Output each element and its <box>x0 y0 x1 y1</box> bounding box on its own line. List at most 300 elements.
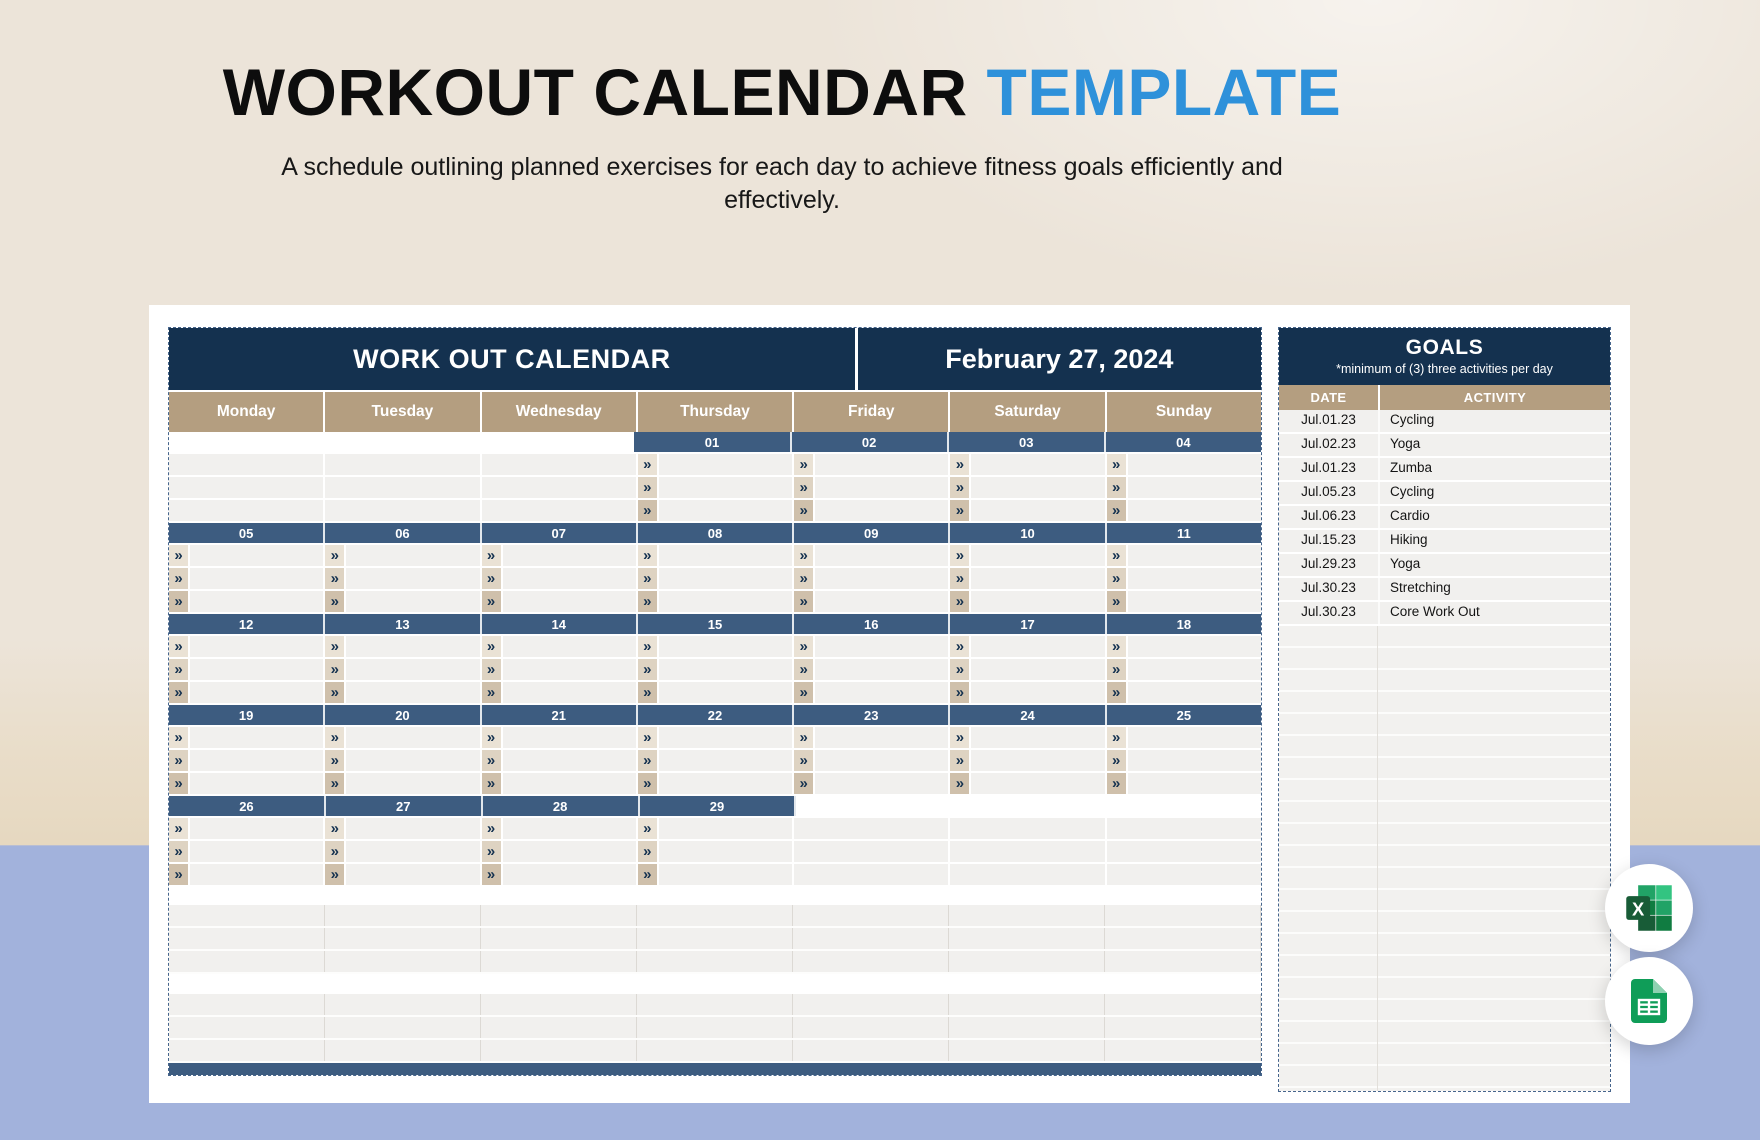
double-arrow-icon: » <box>482 750 503 771</box>
calendar-footer-bar <box>169 1063 1261 1075</box>
calendar-header <box>169 328 1261 390</box>
activity-cell <box>638 477 794 500</box>
double-arrow-icon: » <box>325 545 346 566</box>
activity-cell <box>482 636 638 659</box>
activity-cell <box>325 477 481 500</box>
activity-cell <box>482 818 638 841</box>
google-sheets-download-button[interactable] <box>1605 957 1693 1045</box>
page-header <box>0 55 1564 217</box>
double-arrow-icon: » <box>325 568 346 589</box>
date-cell <box>169 432 324 452</box>
calendar-week-row <box>169 523 1261 614</box>
empty-grid-row <box>169 1017 1261 1040</box>
activity-cell <box>950 477 1106 500</box>
double-arrow-icon: » <box>950 568 971 589</box>
activity-cell <box>169 841 325 864</box>
double-arrow-icon: » <box>1107 636 1128 657</box>
double-arrow-icon: » <box>794 545 815 566</box>
activity-cell <box>325 682 481 705</box>
goals-header <box>1279 328 1610 385</box>
activity-cell <box>1107 727 1261 750</box>
activity-row <box>169 659 1261 682</box>
calendar-week-row <box>169 705 1261 796</box>
goals-empty-rows <box>1279 626 1610 1091</box>
date-cell <box>324 432 479 452</box>
goal-activity: Core Work Out <box>1390 604 1480 619</box>
double-arrow-icon: » <box>794 568 815 589</box>
activity-cell <box>794 454 950 477</box>
activity-cell <box>950 682 1106 705</box>
double-arrow-icon: » <box>950 636 971 657</box>
date-cell: 24 <box>950 705 1106 725</box>
double-arrow-icon: » <box>169 545 190 566</box>
calendar-current-date: February 27, 2024 <box>945 343 1174 374</box>
goal-activity: Cycling <box>1390 484 1435 499</box>
double-arrow-icon: » <box>638 636 659 657</box>
activity-cell <box>1107 682 1261 705</box>
double-arrow-icon: » <box>950 545 971 566</box>
page-title <box>0 55 1564 129</box>
date-cell: 29 <box>640 796 797 816</box>
activity-cell <box>169 454 325 477</box>
activity-cell <box>325 545 481 568</box>
goal-row <box>1279 482 1610 506</box>
activity-row <box>169 545 1261 568</box>
double-arrow-icon: » <box>169 591 190 612</box>
date-cell: 21 <box>482 705 638 725</box>
double-arrow-icon: » <box>794 454 815 475</box>
activity-cell <box>1107 477 1261 500</box>
date-cell: 02 <box>792 432 949 452</box>
day-header-cell: Monday <box>169 392 325 432</box>
activity-row <box>169 454 1261 477</box>
activity-cell <box>1107 750 1261 773</box>
day-header-cell: Friday <box>794 392 950 432</box>
activity-cell <box>638 727 794 750</box>
double-arrow-icon: » <box>482 727 503 748</box>
double-arrow-icon: » <box>794 727 815 748</box>
activity-cell <box>482 568 638 591</box>
double-arrow-icon: » <box>1107 454 1128 475</box>
double-arrow-icon: » <box>794 773 815 794</box>
activity-cell <box>1107 841 1261 864</box>
double-arrow-icon: » <box>950 477 971 498</box>
activity-row <box>169 500 1261 523</box>
double-arrow-icon: » <box>325 636 346 657</box>
double-arrow-icon: » <box>950 659 971 680</box>
activity-cell <box>638 773 794 796</box>
activity-cell <box>1107 500 1261 523</box>
activity-cell <box>482 682 638 705</box>
date-row <box>169 796 1261 816</box>
double-arrow-icon: » <box>169 841 190 862</box>
activity-cell <box>169 500 325 523</box>
goal-activity: Yoga <box>1390 556 1421 571</box>
date-cell: 15 <box>638 614 794 634</box>
activity-cell <box>794 818 950 841</box>
double-arrow-icon: » <box>950 727 971 748</box>
activity-cell <box>169 750 325 773</box>
goal-date: Jul.02.23 <box>1279 434 1380 456</box>
activity-cell <box>169 545 325 568</box>
date-cell <box>479 432 634 452</box>
activity-cell <box>794 477 950 500</box>
activity-cell <box>950 841 1106 864</box>
activity-cell <box>794 636 950 659</box>
day-header-cell: Wednesday <box>482 392 638 432</box>
double-arrow-icon: » <box>169 750 190 771</box>
calendar-weeks <box>169 432 1261 887</box>
date-row <box>169 523 1261 543</box>
calendar-title: WORK OUT CALENDAR <box>169 328 858 390</box>
goals-panel <box>1278 327 1611 1092</box>
activity-cell <box>950 773 1106 796</box>
date-cell: 28 <box>483 796 640 816</box>
day-header-cell: Sunday <box>1155 403 1212 420</box>
template-preview-card <box>149 305 1630 1103</box>
activity-cell <box>482 841 638 864</box>
double-arrow-icon: » <box>325 591 346 612</box>
activity-cell <box>325 636 481 659</box>
double-arrow-icon: » <box>794 477 815 498</box>
page-subtitle: A schedule outlining planned exercises for each day to achieve fitness goals efficiently and effectively. <box>281 153 1283 215</box>
double-arrow-icon: » <box>325 727 346 748</box>
activity-cell <box>950 864 1106 887</box>
double-arrow-icon: » <box>1107 545 1128 566</box>
double-arrow-icon: » <box>325 750 346 771</box>
double-arrow-icon: » <box>482 773 503 794</box>
activity-cell <box>482 659 638 682</box>
double-arrow-icon: » <box>950 454 971 475</box>
goal-date: Jul.15.23 <box>1279 530 1380 552</box>
activity-cell <box>169 773 325 796</box>
double-arrow-icon: » <box>482 659 503 680</box>
double-arrow-icon: » <box>1107 568 1128 589</box>
date-cell: 05 <box>169 523 325 543</box>
double-arrow-icon: » <box>1107 477 1128 498</box>
double-arrow-icon: » <box>325 773 346 794</box>
activity-cell <box>794 773 950 796</box>
double-arrow-icon: » <box>325 818 346 839</box>
date-cell: 01 <box>634 432 791 452</box>
double-arrow-icon: » <box>638 773 659 794</box>
goal-date: Jul.05.23 <box>1279 482 1380 504</box>
activity-row <box>169 727 1261 750</box>
double-arrow-icon: » <box>638 818 659 839</box>
activity-cell <box>482 591 638 614</box>
double-arrow-icon: » <box>950 773 971 794</box>
goal-date: Jul.30.23 <box>1279 578 1380 600</box>
day-header-cell: Saturday <box>950 392 1106 432</box>
activity-cell <box>950 659 1106 682</box>
date-cell: 04 <box>1106 432 1261 452</box>
double-arrow-icon: » <box>638 841 659 862</box>
activity-cell <box>325 841 481 864</box>
activity-cell <box>325 659 481 682</box>
activity-cell <box>794 568 950 591</box>
goal-activity: Stretching <box>1390 580 1451 595</box>
date-cell: 03 <box>949 432 1106 452</box>
date-cell: 18 <box>1107 614 1261 634</box>
goal-activity: Hiking <box>1390 532 1428 547</box>
double-arrow-icon: » <box>638 568 659 589</box>
day-header-cell: Thursday <box>638 392 794 432</box>
goal-row <box>1279 530 1610 554</box>
goal-activity: Zumba <box>1390 460 1433 475</box>
double-arrow-icon: » <box>794 750 815 771</box>
activity-cell <box>325 864 481 887</box>
double-arrow-icon: » <box>638 864 659 885</box>
double-arrow-icon: » <box>794 636 815 657</box>
double-arrow-icon: » <box>325 864 346 885</box>
date-cell: 07 <box>482 523 638 543</box>
double-arrow-icon: » <box>638 750 659 771</box>
activity-cell <box>794 591 950 614</box>
double-arrow-icon: » <box>482 591 503 612</box>
goal-activity: Cardio <box>1390 508 1430 523</box>
activity-cell <box>169 727 325 750</box>
activity-cell <box>325 750 481 773</box>
activity-cell <box>1107 773 1261 796</box>
activity-cell <box>950 727 1106 750</box>
activity-cell <box>950 591 1106 614</box>
svg-text:X: X <box>1632 898 1645 920</box>
double-arrow-icon: » <box>794 591 815 612</box>
goals-column-date: DATE <box>1279 385 1380 410</box>
goal-row <box>1279 434 1610 458</box>
page-title-blue: TEMPLATE <box>986 55 1342 129</box>
activity-cell <box>638 545 794 568</box>
activity-cell <box>1107 454 1261 477</box>
goal-row <box>1279 410 1610 434</box>
activity-cell <box>638 454 794 477</box>
activity-cell <box>482 477 638 500</box>
double-arrow-icon: » <box>325 659 346 680</box>
goal-date: Jul.29.23 <box>1279 554 1380 576</box>
double-arrow-icon: » <box>325 682 346 703</box>
activity-cell <box>794 500 950 523</box>
activity-cell <box>1107 591 1261 614</box>
double-arrow-icon: » <box>482 636 503 657</box>
activity-row <box>169 841 1261 864</box>
goal-row <box>1279 458 1610 482</box>
activity-cell <box>950 636 1106 659</box>
double-arrow-icon: » <box>794 500 815 521</box>
double-arrow-icon: » <box>169 773 190 794</box>
activity-row <box>169 818 1261 841</box>
activity-row <box>169 477 1261 500</box>
double-arrow-icon: » <box>1107 773 1128 794</box>
activity-cell <box>950 818 1106 841</box>
activity-cell <box>169 636 325 659</box>
date-cell: 14 <box>482 614 638 634</box>
activity-cell <box>638 500 794 523</box>
double-arrow-icon: » <box>950 682 971 703</box>
goal-row <box>1279 554 1610 578</box>
activity-cell <box>1107 659 1261 682</box>
activity-cell <box>794 659 950 682</box>
date-cell: 27 <box>326 796 483 816</box>
page-title-black: WORKOUT CALENDAR <box>222 55 968 129</box>
date-cell <box>951 796 1106 816</box>
date-cell: 16 <box>794 614 950 634</box>
goal-activity: Cycling <box>1390 412 1435 427</box>
double-arrow-icon: » <box>169 864 190 885</box>
double-arrow-icon: » <box>638 545 659 566</box>
activity-cell <box>950 750 1106 773</box>
goal-date: Jul.01.23 <box>1279 458 1380 480</box>
activity-cell <box>950 545 1106 568</box>
activity-cell <box>638 568 794 591</box>
activity-row <box>169 773 1261 796</box>
double-arrow-icon: » <box>1107 591 1128 612</box>
double-arrow-icon: » <box>638 500 659 521</box>
goal-date: Jul.01.23 <box>1279 410 1380 432</box>
activity-cell <box>638 591 794 614</box>
goals-subtitle: *minimum of (3) three activities per day <box>1336 362 1553 376</box>
activity-cell <box>169 864 325 887</box>
activity-cell <box>169 659 325 682</box>
activity-cell <box>1107 818 1261 841</box>
activity-cell <box>794 682 950 705</box>
activity-cell <box>638 682 794 705</box>
double-arrow-icon: » <box>482 568 503 589</box>
double-arrow-icon: » <box>950 591 971 612</box>
activity-cell <box>638 818 794 841</box>
double-arrow-icon: » <box>638 727 659 748</box>
double-arrow-icon: » <box>950 500 971 521</box>
activity-row <box>169 636 1261 659</box>
activity-cell <box>325 591 481 614</box>
double-arrow-icon: » <box>169 568 190 589</box>
calendar-week-row <box>169 432 1261 523</box>
activity-row <box>169 864 1261 887</box>
double-arrow-icon: » <box>169 818 190 839</box>
double-arrow-icon: » <box>482 841 503 862</box>
goals-title: GOALS <box>1405 336 1484 359</box>
activity-cell <box>169 818 325 841</box>
activity-cell <box>169 682 325 705</box>
activity-cell <box>169 591 325 614</box>
date-cell: 06 <box>325 523 481 543</box>
activity-cell <box>794 545 950 568</box>
spacer-row <box>169 887 1261 905</box>
empty-grid-row <box>169 928 1261 951</box>
spacer-row <box>169 974 1261 994</box>
excel-icon <box>1623 882 1675 934</box>
calendar-week-row <box>169 614 1261 705</box>
activity-cell <box>482 500 638 523</box>
day-header-row <box>169 390 1261 432</box>
date-cell: 13 <box>325 614 481 634</box>
day-header-cell: Tuesday <box>325 392 481 432</box>
activity-cell <box>1107 864 1261 887</box>
activity-row <box>169 568 1261 591</box>
double-arrow-icon: » <box>638 682 659 703</box>
double-arrow-icon: » <box>950 750 971 771</box>
date-cell: 09 <box>794 523 950 543</box>
activity-cell <box>794 750 950 773</box>
double-arrow-icon: » <box>482 818 503 839</box>
double-arrow-icon: » <box>325 841 346 862</box>
excel-download-button[interactable] <box>1605 864 1693 952</box>
double-arrow-icon: » <box>638 591 659 612</box>
goal-activity: Yoga <box>1390 436 1421 451</box>
goals-column-headers <box>1279 385 1610 410</box>
activity-cell <box>482 454 638 477</box>
double-arrow-icon: » <box>1107 682 1128 703</box>
double-arrow-icon: » <box>638 477 659 498</box>
goal-row <box>1279 602 1610 626</box>
activity-cell <box>325 818 481 841</box>
activity-cell <box>950 454 1106 477</box>
goal-date: Jul.06.23 <box>1279 506 1380 528</box>
activity-row <box>169 591 1261 614</box>
goal-date: Jul.30.23 <box>1279 602 1380 624</box>
activity-cell <box>482 864 638 887</box>
activity-cell <box>794 841 950 864</box>
activity-cell <box>638 636 794 659</box>
date-row <box>169 432 1261 452</box>
activity-cell <box>950 568 1106 591</box>
calendar-week-row <box>169 796 1261 887</box>
double-arrow-icon: » <box>169 636 190 657</box>
date-row <box>169 705 1261 725</box>
activity-cell <box>1107 568 1261 591</box>
double-arrow-icon: » <box>169 659 190 680</box>
google-sheets-icon <box>1625 977 1673 1025</box>
double-arrow-icon: » <box>638 454 659 475</box>
date-cell: 08 <box>638 523 794 543</box>
activity-cell <box>1107 545 1261 568</box>
double-arrow-icon: » <box>1107 727 1128 748</box>
date-cell: 22 <box>638 705 794 725</box>
activity-cell <box>169 477 325 500</box>
empty-grid-row <box>169 1040 1261 1063</box>
activity-cell <box>325 727 481 750</box>
double-arrow-icon: » <box>482 682 503 703</box>
date-cell: 11 <box>1107 523 1261 543</box>
activity-cell <box>950 500 1106 523</box>
double-arrow-icon: » <box>1107 659 1128 680</box>
double-arrow-icon: » <box>794 659 815 680</box>
activity-cell <box>482 750 638 773</box>
activity-cell <box>638 841 794 864</box>
double-arrow-icon: » <box>169 727 190 748</box>
date-cell: 19 <box>169 705 325 725</box>
empty-grid-row <box>169 905 1261 928</box>
activity-cell <box>638 750 794 773</box>
date-cell: 17 <box>950 614 1106 634</box>
double-arrow-icon: » <box>482 545 503 566</box>
double-arrow-icon: » <box>794 682 815 703</box>
activity-cell <box>794 727 950 750</box>
activity-cell <box>325 500 481 523</box>
activity-cell <box>169 568 325 591</box>
double-arrow-icon: » <box>1107 500 1128 521</box>
activity-cell <box>638 864 794 887</box>
date-cell <box>796 796 951 816</box>
date-cell: 25 <box>1107 705 1261 725</box>
goal-row <box>1279 578 1610 602</box>
date-cell: 26 <box>169 796 326 816</box>
activity-cell <box>325 568 481 591</box>
date-cell: 23 <box>794 705 950 725</box>
goals-rows <box>1279 410 1610 626</box>
activity-cell <box>325 773 481 796</box>
goals-column-activity: ACTIVITY <box>1463 390 1527 405</box>
double-arrow-icon: » <box>638 659 659 680</box>
